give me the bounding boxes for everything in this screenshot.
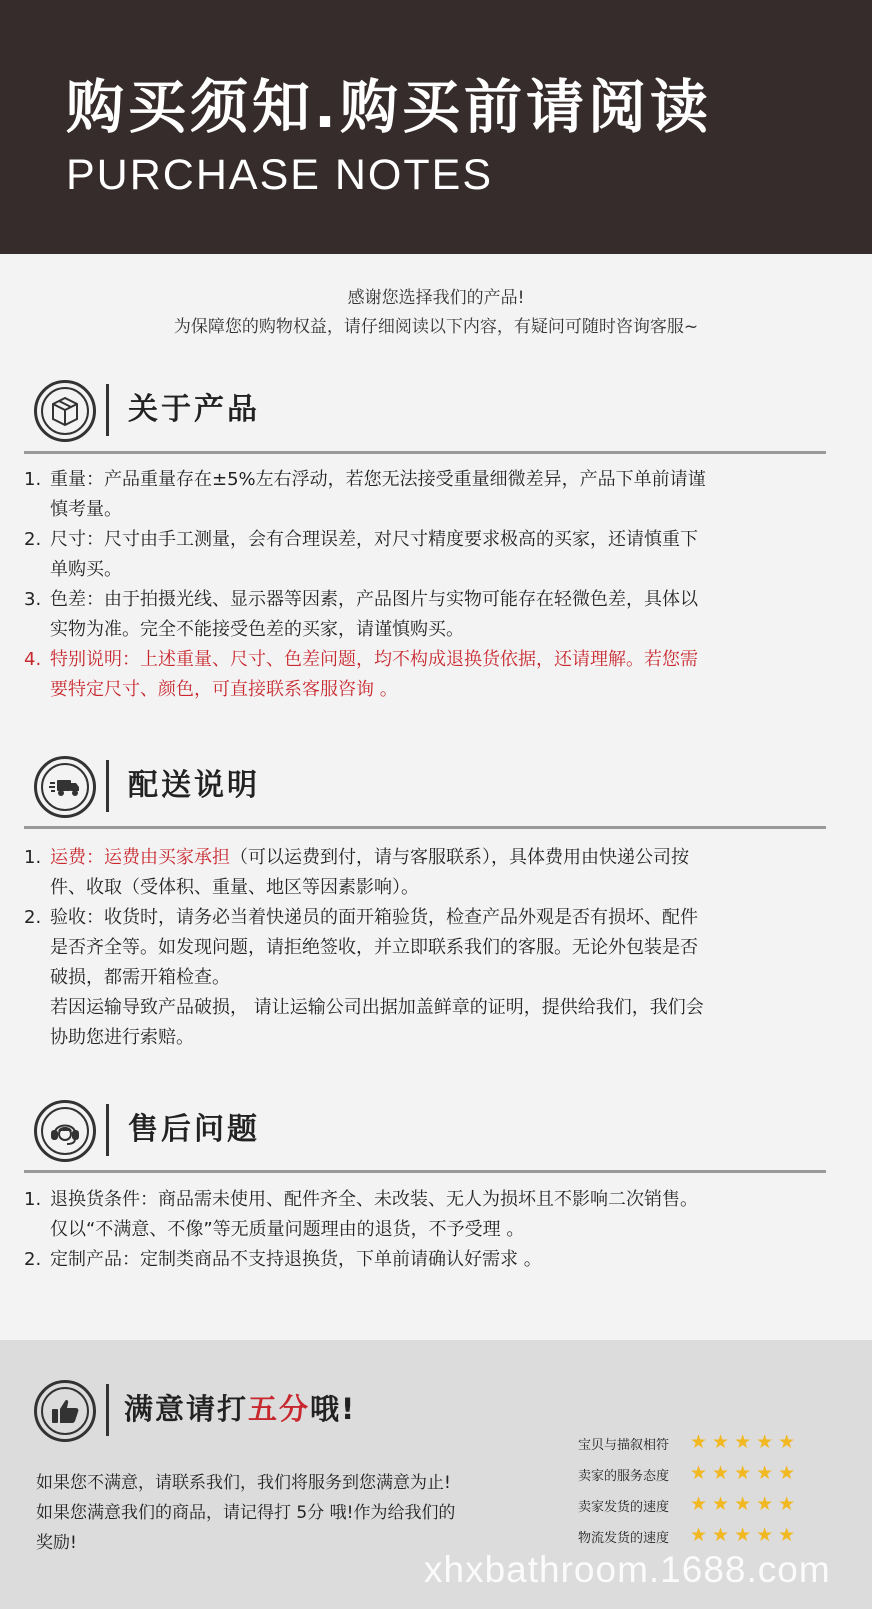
rating-icon-group bbox=[34, 1380, 134, 1450]
section-rule bbox=[24, 1170, 826, 1173]
rating-row: 宝贝与描叙相符 ★★★★★ bbox=[578, 1431, 801, 1453]
list-item: 1. 运费：运费由买家承担（可以运费到付，请与客服联系），具体费用由快递公司按 件、收取（受体积、重量、地区等因素影响）。 bbox=[24, 847, 689, 898]
rating-row: 卖家发货的速度 ★★★★★ bbox=[578, 1493, 801, 1515]
list-item-special-note: 4. 特别说明：上述重量、尺寸、色差问题，均不构成退换货依据，还请理解。若您需 要特定尺寸、颜色，可直接联系客服咨询 。 bbox=[24, 649, 698, 700]
five-stars-highlight: 五分 bbox=[248, 1392, 311, 1426]
section-rule bbox=[24, 826, 826, 829]
divider-bar bbox=[106, 384, 109, 436]
page-subtitle: PURCHASE NOTES bbox=[66, 151, 494, 199]
rating-heading: 满意请打五分哦! bbox=[124, 1392, 357, 1426]
divider-bar bbox=[106, 1384, 109, 1436]
rating-row: 卖家的服务态度 ★★★★★ bbox=[578, 1462, 801, 1484]
list-item: 1. 退换货条件：商品需未使用、配件齐全、未改装、无人为损坏且不影响二次销售。 仅以“不满意、不像”等无质量问题理由的退货，不予受理 。 bbox=[24, 1189, 698, 1240]
section-title: 配送说明 bbox=[128, 768, 260, 803]
list-item: 2. 尺寸：尺寸由手工测量，会有合理误差，对尺寸精度要求极高的买家，还请慎重下 单购买。 bbox=[24, 529, 698, 580]
delivery-truck-icon bbox=[34, 756, 96, 818]
star-rating[interactable]: ★★★★★ bbox=[690, 1462, 801, 1484]
shipping-fee-highlight: 运费：运费由买家承担 bbox=[50, 847, 230, 868]
page-title: 购买须知.购买前请阅读 bbox=[66, 73, 713, 141]
section-header-delivery bbox=[34, 756, 834, 826]
star-rating[interactable]: ★★★★★ bbox=[690, 1524, 801, 1546]
intro-line-1: 感谢您选择我们的产品! bbox=[347, 288, 525, 308]
star-rating[interactable]: ★★★★★ bbox=[690, 1493, 801, 1515]
star-rating[interactable]: ★★★★★ bbox=[690, 1431, 801, 1453]
section-title: 售后问题 bbox=[128, 1112, 260, 1147]
section-header-product bbox=[34, 380, 834, 450]
section-title: 关于产品 bbox=[128, 392, 260, 427]
product-notes-list bbox=[24, 465, 844, 705]
list-item: 2. 定制产品：定制类商品不支持退换货，下单前请确认好需求 。 bbox=[24, 1249, 542, 1270]
divider-bar bbox=[106, 1104, 109, 1156]
thumbs-up-icon bbox=[34, 1380, 96, 1442]
customer-service-icon bbox=[34, 1100, 96, 1162]
rating-list bbox=[578, 1430, 838, 1554]
section-rule bbox=[24, 451, 826, 454]
aftersales-notes-list bbox=[24, 1185, 844, 1275]
list-item: 1. 重量：产品重量存在±5%左右浮动，若您无法接受重量细微差异，产品下单前请谨 慎考量。 bbox=[24, 469, 706, 520]
box-icon bbox=[34, 380, 96, 442]
delivery-notes-list bbox=[24, 843, 844, 1053]
rating-message: 如果您不满意，请联系我们，我们将服务到您满意为止! 如果您满意我们的商品，请记得打 5分 哦!作为给我们的 奖励! bbox=[36, 1473, 456, 1553]
watermark-text: xhxbathroom.1688.com bbox=[424, 1549, 831, 1590]
list-item: 2. 验收：收货时，请务必当着快递员的面开箱验货，检查产品外观是否有损坏、配件 是否齐全等。如发现问题，请拒绝签收，并立即联系我们的客服。无论外包装是否 破损，都需开箱检查。 若因运输导致产品破损， 请让运输公司出据加盖鲜章的证明，提供给我们，我们会 协助您进行索赔。 bbox=[24, 907, 704, 1048]
divider-bar bbox=[106, 760, 109, 812]
section-header-aftersales bbox=[34, 1100, 834, 1170]
rating-row: 物流发货的速度 ★★★★★ bbox=[578, 1524, 801, 1546]
list-item: 3. 色差：由于拍摄光线、显示器等因素，产品图片与实物可能存在轻微色差，具体以 实物为准。完全不能接受色差的买家，请谨慎购买。 bbox=[24, 589, 698, 640]
header-banner bbox=[0, 0, 872, 254]
intro-line-2: 为保障您的购物权益，请仔细阅读以下内容，有疑问可随时咨询客服~ bbox=[173, 317, 699, 337]
